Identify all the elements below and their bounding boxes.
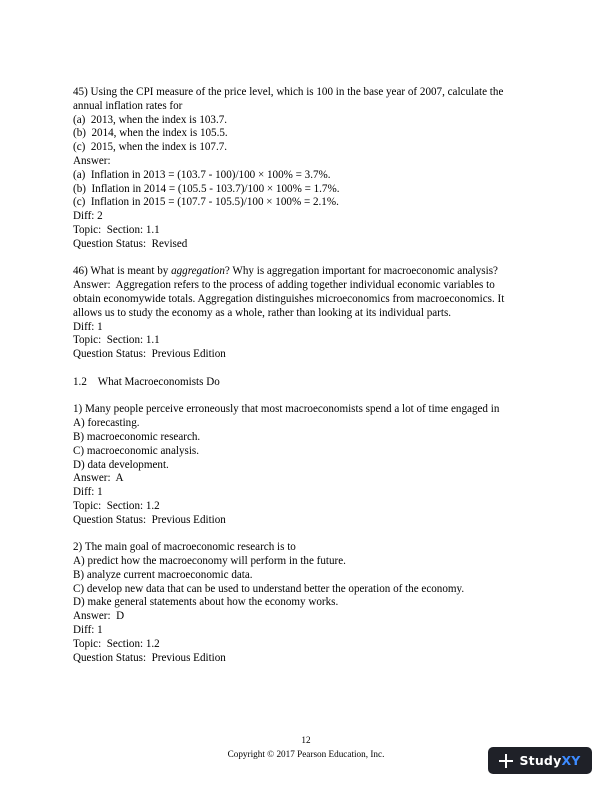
- emphasized-term: aggregation: [171, 265, 225, 278]
- question-2: [73, 541, 553, 665]
- question-status: Question Status: Previous Edition: [73, 513, 226, 526]
- option-c: C) macroeconomic analysis.: [73, 444, 199, 457]
- question-46: [73, 265, 553, 362]
- answer-text: allows us to study the economy as a whole, rather than looking at its individual parts.: [73, 306, 452, 319]
- difficulty: Diff: 1: [73, 624, 103, 637]
- option-c: (c) 2015, when the index is 107.7.: [73, 141, 228, 154]
- option-a: A) forecasting.: [73, 417, 140, 430]
- question-text-start: 46) What is meant by: [73, 265, 172, 278]
- question-status: Question Status: Previous Edition: [73, 651, 226, 664]
- answer-a: (a) Inflation in 2013 = (103.7 - 100)/100 × 100% = 3.7%.: [73, 168, 331, 181]
- difficulty: Diff: 1: [73, 320, 103, 333]
- topic: Topic: Section: 1.2: [73, 637, 160, 650]
- question-text-end: ? Why is aggregation important for macroeconomic analysis?: [224, 265, 498, 278]
- spacer: [73, 362, 553, 376]
- question-1: [73, 403, 553, 527]
- topic: Topic: Section: 1.2: [73, 499, 160, 512]
- answer-c: (c) Inflation in 2015 = (107.7 - 105.5)/100 × 100% = 2.1%.: [73, 196, 339, 209]
- option-d: D) data development.: [73, 458, 169, 471]
- option-a: A) predict how the macroeconomy will perform in the future.: [73, 555, 346, 568]
- question-text: [73, 265, 553, 279]
- option-b: B) analyze current macroeconomic data.: [73, 568, 253, 581]
- badge-text-main: Study: [519, 753, 562, 768]
- difficulty: Diff: 2: [73, 210, 103, 223]
- question-status: Question Status: Revised: [73, 237, 188, 250]
- answer-text: obtain economywide totals. Aggregation distinguishes microeconomics from macroeconomics. It: [73, 292, 505, 305]
- question-text: annual inflation rates for: [73, 99, 183, 112]
- option-a: (a) 2013, when the index is 103.7.: [73, 113, 228, 126]
- spacer: [73, 390, 553, 404]
- question-text: 45) Using the CPI measure of the price level, which is 100 in the base year of 2007, calculate the: [73, 86, 504, 98]
- page-content: [73, 86, 553, 665]
- question-status: Question Status: Previous Edition: [73, 348, 226, 361]
- option-c: C) develop new data that can be used to understand better the operation of the economy.: [73, 582, 465, 595]
- difficulty: Diff: 1: [73, 486, 103, 499]
- question-text: 2) The main goal of macroeconomic research is to: [73, 541, 296, 554]
- plus-icon: [499, 754, 513, 768]
- answer-text: Answer: Aggregation refers to the process of adding together individual economic variables to: [73, 279, 495, 292]
- question-text: 1) Many people perceive erroneously that most macroeconomists spend a lot of time engaged in: [73, 403, 500, 416]
- answer: Answer: A: [73, 472, 124, 485]
- answer-b: (b) Inflation in 2014 = (105.5 - 103.7)/100 × 100% = 1.7%.: [73, 182, 340, 195]
- option-b: (b) 2014, when the index is 105.5.: [73, 127, 228, 140]
- page-number: 12: [301, 735, 311, 745]
- topic: Topic: Section: 1.1: [73, 223, 160, 236]
- question-45: [73, 86, 553, 252]
- spacer: [73, 252, 553, 266]
- topic: Topic: Section: 1.1: [73, 334, 160, 347]
- answer: Answer: D: [73, 610, 125, 623]
- option-d: D) make general statements about how the economy works.: [73, 596, 339, 609]
- spacer: [73, 528, 553, 542]
- option-b: B) macroeconomic research.: [73, 430, 201, 443]
- copyright: Copyright © 2017 Pearson Education, Inc.: [227, 749, 385, 759]
- badge-text-accent: XY: [561, 753, 581, 768]
- section-heading: 1.2 What Macroeconomists Do: [73, 375, 220, 388]
- answer-label: Answer:: [73, 154, 111, 167]
- studyxy-badge[interactable]: [488, 747, 592, 774]
